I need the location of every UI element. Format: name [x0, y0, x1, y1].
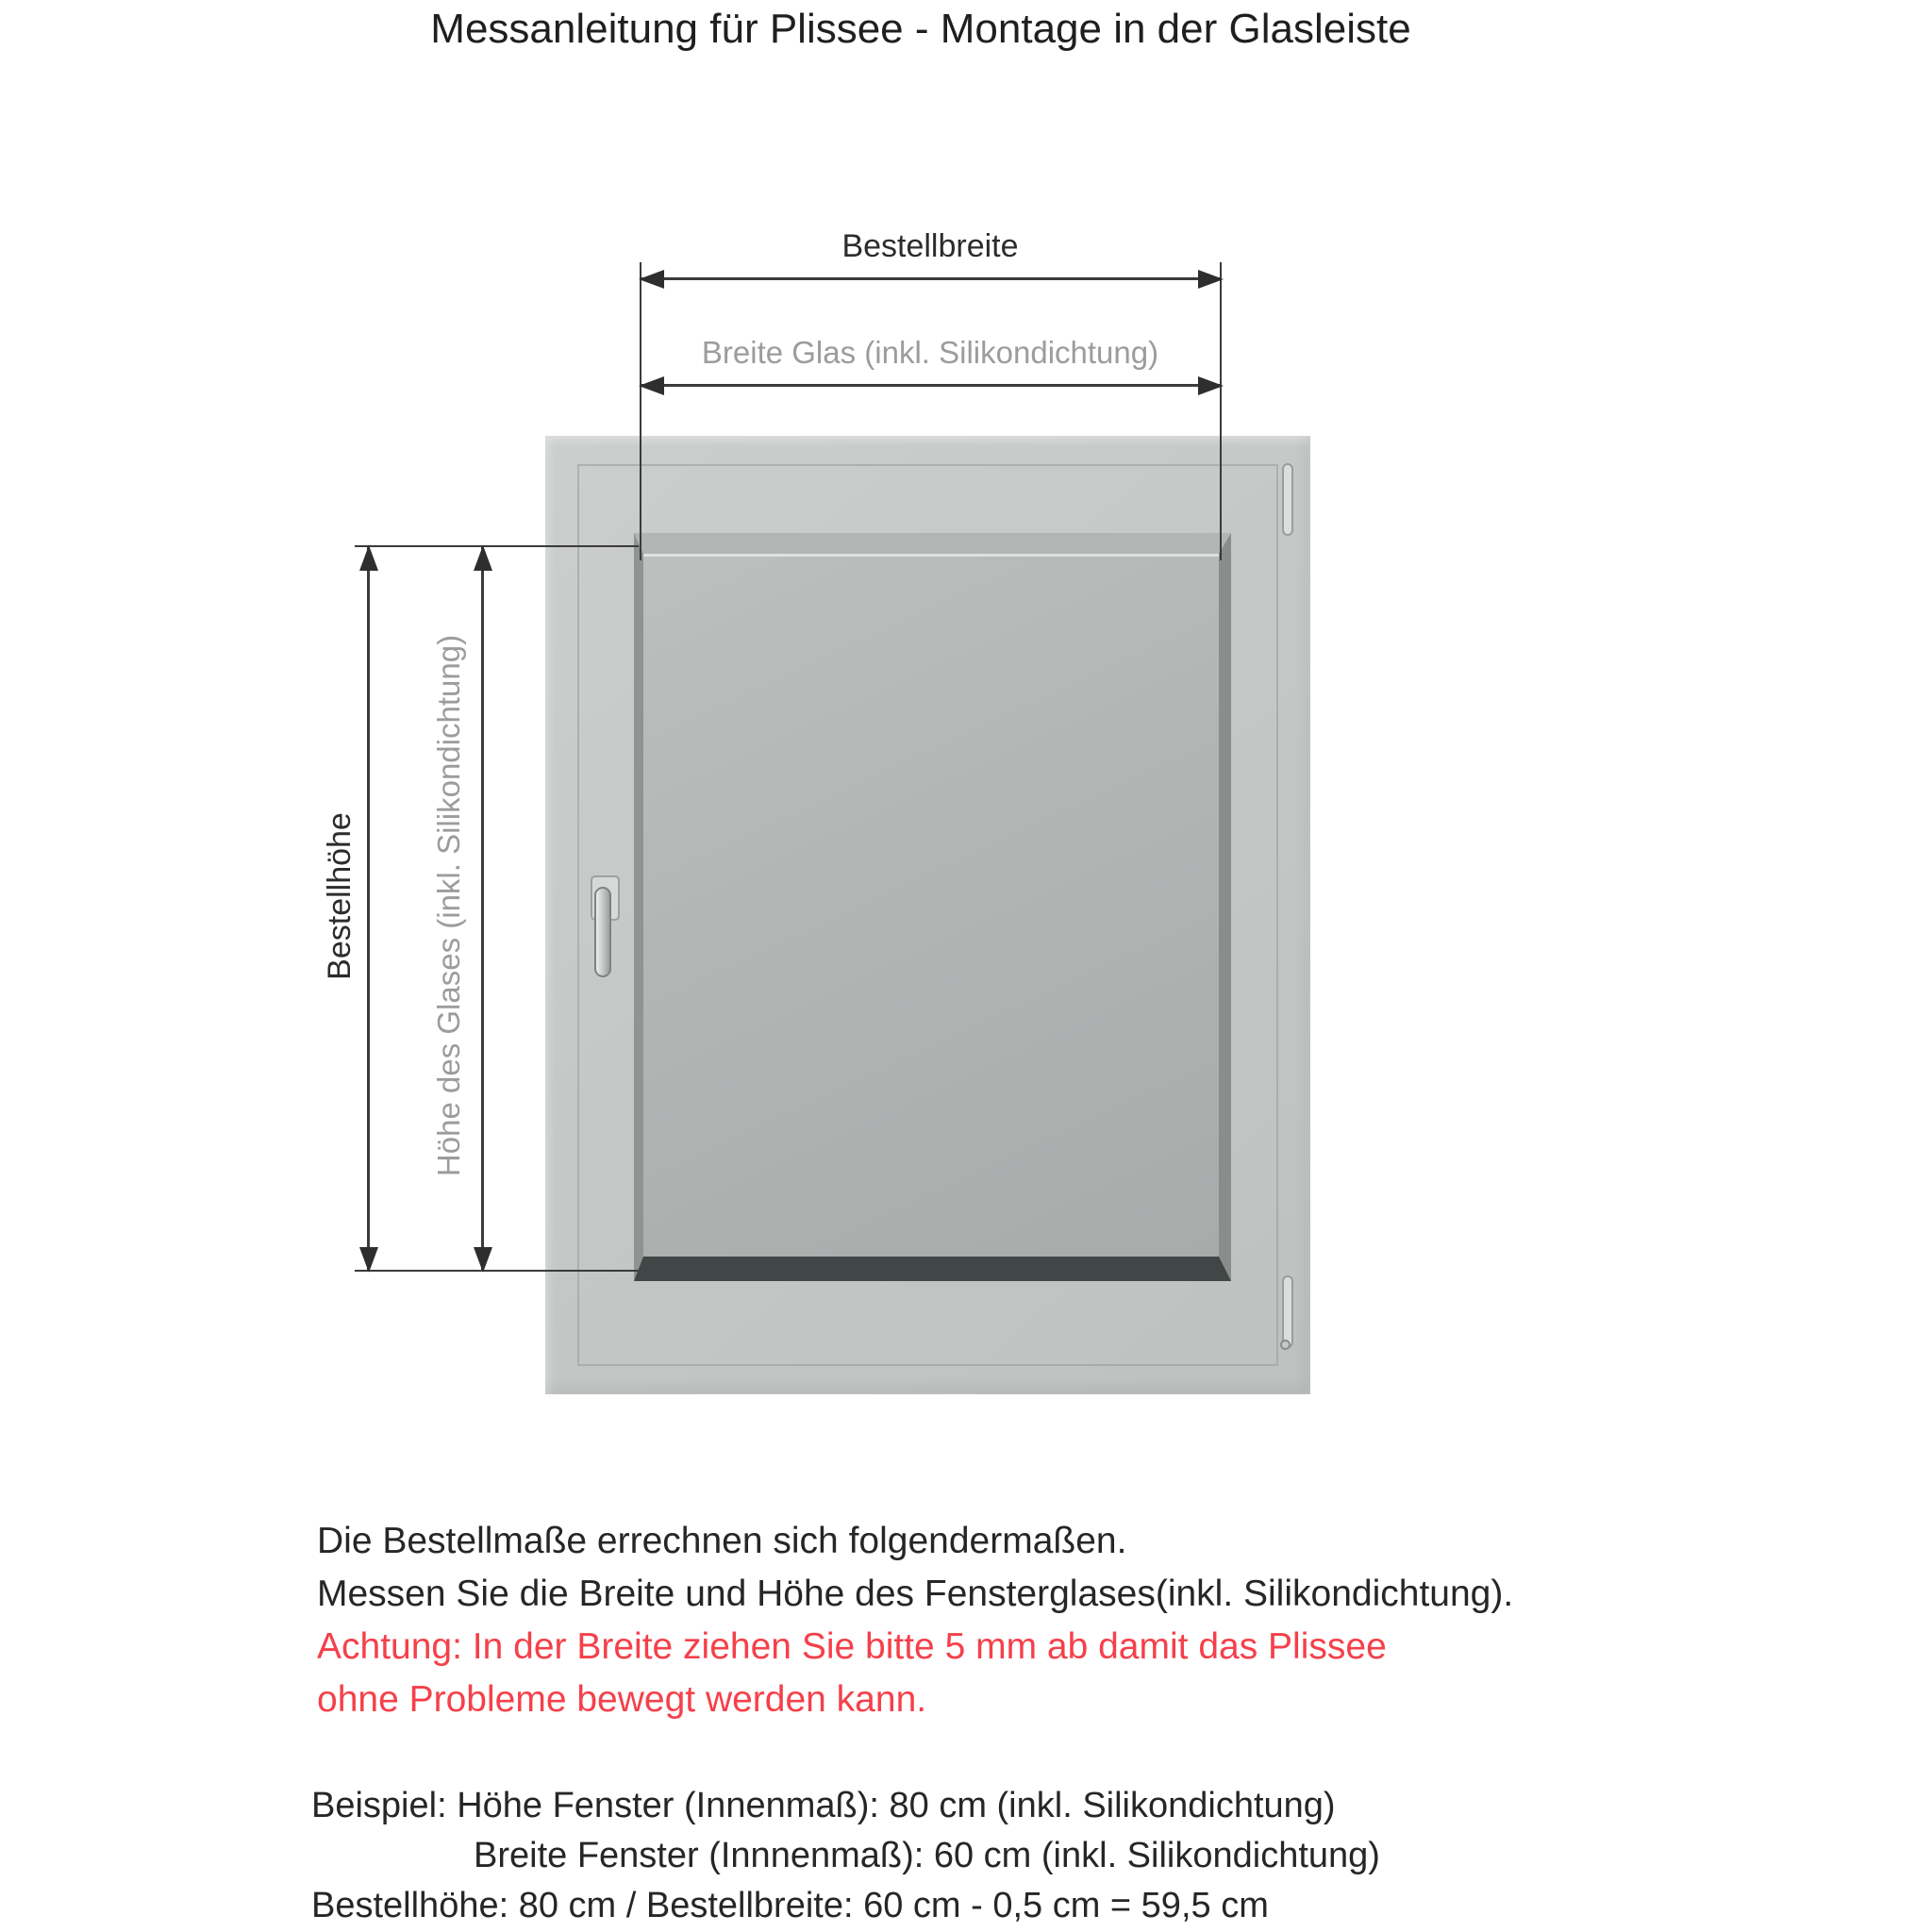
instruction-line-1: Die Bestellmaße errechnen sich folgendermaßen.	[317, 1521, 1127, 1561]
window-hinge-top-icon	[1282, 463, 1293, 536]
window-hinge-screw-icon	[1280, 1340, 1291, 1350]
example-line-2: Breite Fenster (Innnenmaß): 60 cm (inkl. Silikondichtung)	[474, 1836, 1380, 1875]
arrowhead-right-icon	[1198, 270, 1224, 289]
page-title: Messanleitung für Plissee - Montage in der Glasleiste	[430, 6, 1411, 52]
warning-line-2: ohne Probleme bewegt werden kann.	[317, 1679, 927, 1720]
arrowhead-right-icon	[1198, 376, 1224, 395]
extension-line-width-right	[1220, 262, 1222, 560]
arrowhead-up-icon	[474, 545, 492, 571]
extension-line-width-left	[640, 262, 641, 560]
label-glass-height: Höhe des Glases (inkl. Silikondichtung)	[431, 634, 466, 1177]
arrowhead-up-icon	[359, 545, 378, 571]
warning-line-1: Achtung: In der Breite ziehen Sie bitte 5 mm ab damit das Plissee	[317, 1626, 1387, 1667]
window-hinge-bottom-icon	[1282, 1275, 1293, 1348]
extension-line-height-top	[355, 545, 639, 547]
window-glazing-bead-and-glass	[634, 533, 1231, 1281]
window-handle-icon	[594, 887, 611, 977]
example-line-3: Bestellhöhe: 80 cm / Bestellbreite: 60 cm - 0,5 cm = 59,5 cm	[311, 1886, 1269, 1925]
instructions-block	[317, 1515, 1513, 1726]
arrowhead-down-icon	[474, 1247, 492, 1273]
arrowhead-left-icon	[639, 376, 664, 395]
dimension-arrow-order-height	[367, 547, 370, 1271]
label-order-height: Bestellhöhe	[322, 812, 358, 980]
arrowhead-down-icon	[359, 1247, 378, 1273]
window-frame	[545, 436, 1310, 1394]
dimension-arrow-glass-height	[481, 547, 484, 1271]
label-order-width: Bestellbreite	[841, 228, 1019, 264]
extension-line-height-bottom	[355, 1270, 639, 1272]
dimension-arrow-glass-width	[641, 384, 1222, 387]
instruction-line-2: Messen Sie die Breite und Höhe des Fensterglases(inkl. Silikondichtung).	[317, 1574, 1514, 1614]
dimension-arrow-order-width	[641, 277, 1222, 280]
example-block	[311, 1781, 1380, 1931]
label-glass-width: Breite Glas (inkl. Silikondichtung)	[701, 335, 1159, 370]
example-line-1: Beispiel: Höhe Fenster (Innenmaß): 80 cm (inkl. Silikondichtung)	[311, 1786, 1336, 1825]
arrowhead-left-icon	[639, 270, 664, 289]
